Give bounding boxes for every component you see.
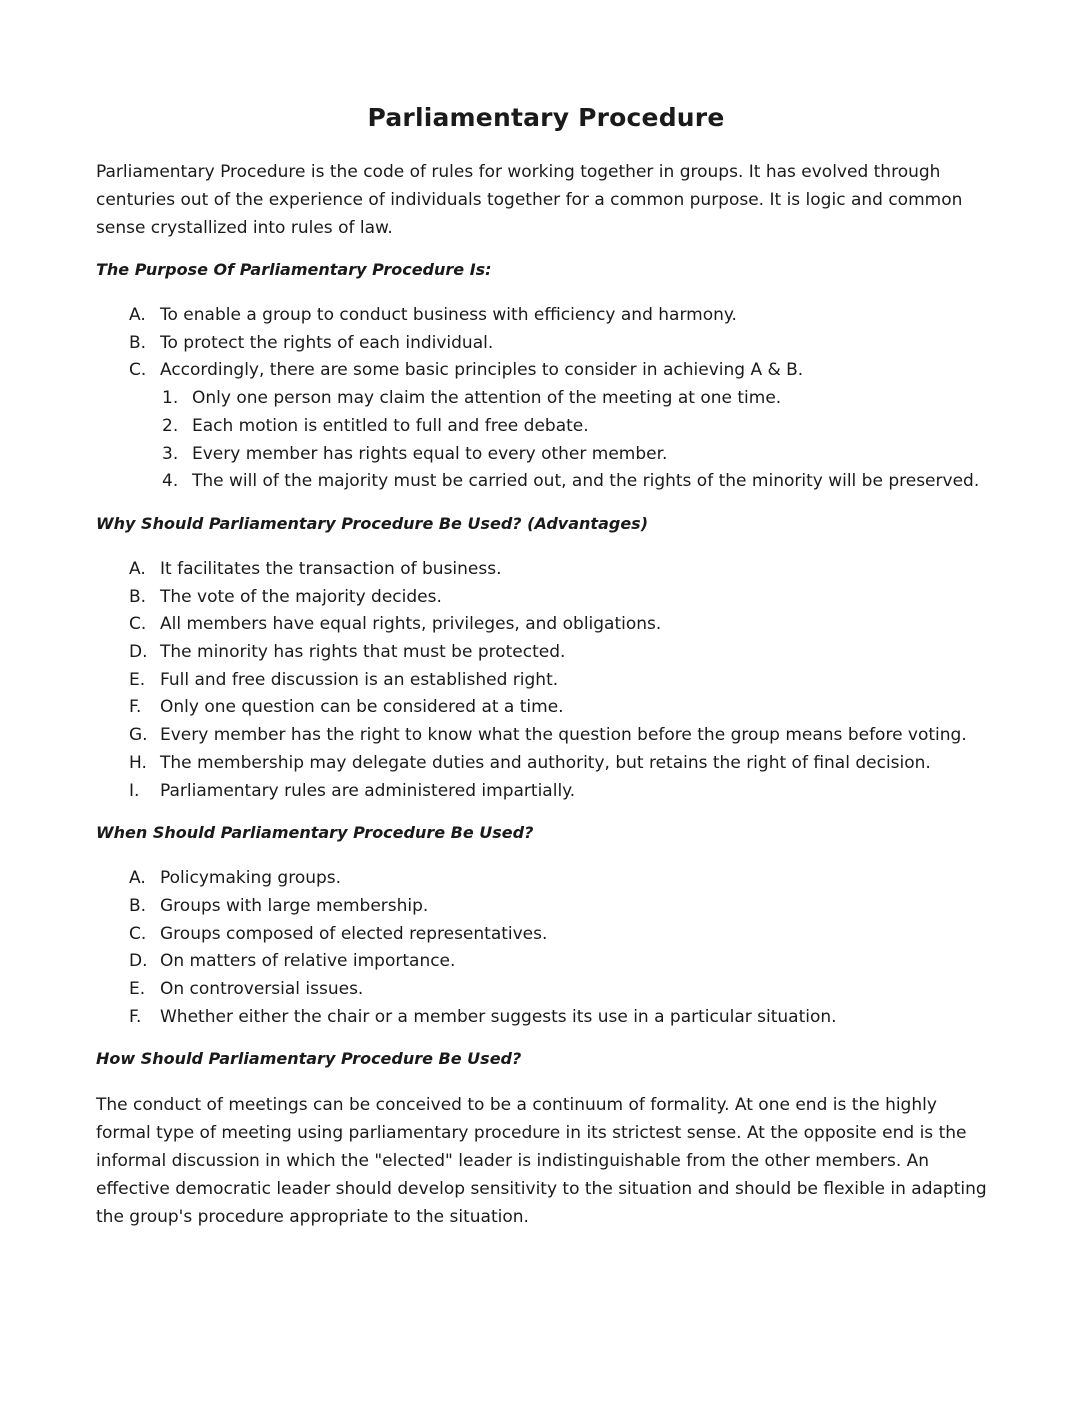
list-item: 4. The will of the majority must be carried out, and the rights of the minority will be preserved. <box>162 471 980 492</box>
advantages-list <box>96 556 996 805</box>
list-item: B. The vote of the majority decides. <box>129 586 442 607</box>
list-item: E. On controversial issues. <box>129 979 364 1000</box>
list-item: 3. Every member has rights equal to every other member. <box>162 443 668 464</box>
page-title: Parliamentary Procedure <box>367 103 725 132</box>
list-item: 2. Each motion is entitled to full and free debate. <box>162 415 589 436</box>
intro-paragraph: Parliamentary Procedure is the code of rules for working together in groups. It has evolved through centuries out of the experience of individuals together for a common purpose. It is logic and common sense crystallized into rules of law. <box>96 162 963 238</box>
principles-list <box>96 385 996 496</box>
how-heading: How Should Parliamentary Procedure Be Used? <box>96 1049 522 1069</box>
list-item: C. All members have equal rights, privileges, and obligations. <box>129 614 662 635</box>
list-item: F. Whether either the chair or a member suggests its use in a particular situation. <box>129 1006 837 1027</box>
list-item: H. The membership may delegate duties and authority, but retains the right of final decision. <box>129 752 931 773</box>
list-item: I. Parliamentary rules are administered impartially. <box>129 780 576 801</box>
list-item: G. Every member has the right to know what the question before the group means before voting. <box>129 725 967 746</box>
list-item: B. To protect the rights of each individual. <box>129 332 494 353</box>
list-item: 1. Only one person may claim the attention of the meeting at one time. <box>162 388 782 409</box>
list-item: F. Only one question can be considered at a time. <box>129 697 564 718</box>
why-heading: Why Should Parliamentary Procedure Be Used? (Advantages) <box>96 513 649 533</box>
list-item: D. The minority has rights that must be protected. <box>129 642 566 663</box>
when-list <box>96 865 996 1031</box>
list-item: C. Accordingly, there are some basic principles to consider in achieving A & B. <box>129 360 804 381</box>
when-heading: When Should Parliamentary Procedure Be Used? <box>96 823 534 843</box>
list-item: A. It facilitates the transaction of business. <box>129 558 502 579</box>
list-item: B. Groups with large membership. <box>129 895 429 916</box>
purpose-heading: The Purpose Of Parliamentary Procedure Is: <box>96 260 492 279</box>
list-item: C. Groups composed of elected representatives. <box>129 923 548 944</box>
list-item: D. On matters of relative importance. <box>129 951 456 972</box>
document-page <box>96 100 996 1231</box>
how-paragraph: The conduct of meetings can be conceived to be a continuum of formality. At one end is the highly formal type of meeting using parliamentary procedure in its strictest sense. At the opposite end is the informal discussion in which the "elected" leader is indistinguishable from the other members. An effective democratic leader should develop sensitivity to the situation and should be flexible in adapting the group's procedure appropriate to the situation. <box>96 1095 987 1228</box>
list-item: E. Full and free discussion is an established right. <box>129 669 559 690</box>
list-item: A. Policymaking groups. <box>129 868 342 889</box>
purpose-list <box>96 302 996 385</box>
list-item: A. To enable a group to conduct business with efficiency and harmony. <box>129 305 737 325</box>
